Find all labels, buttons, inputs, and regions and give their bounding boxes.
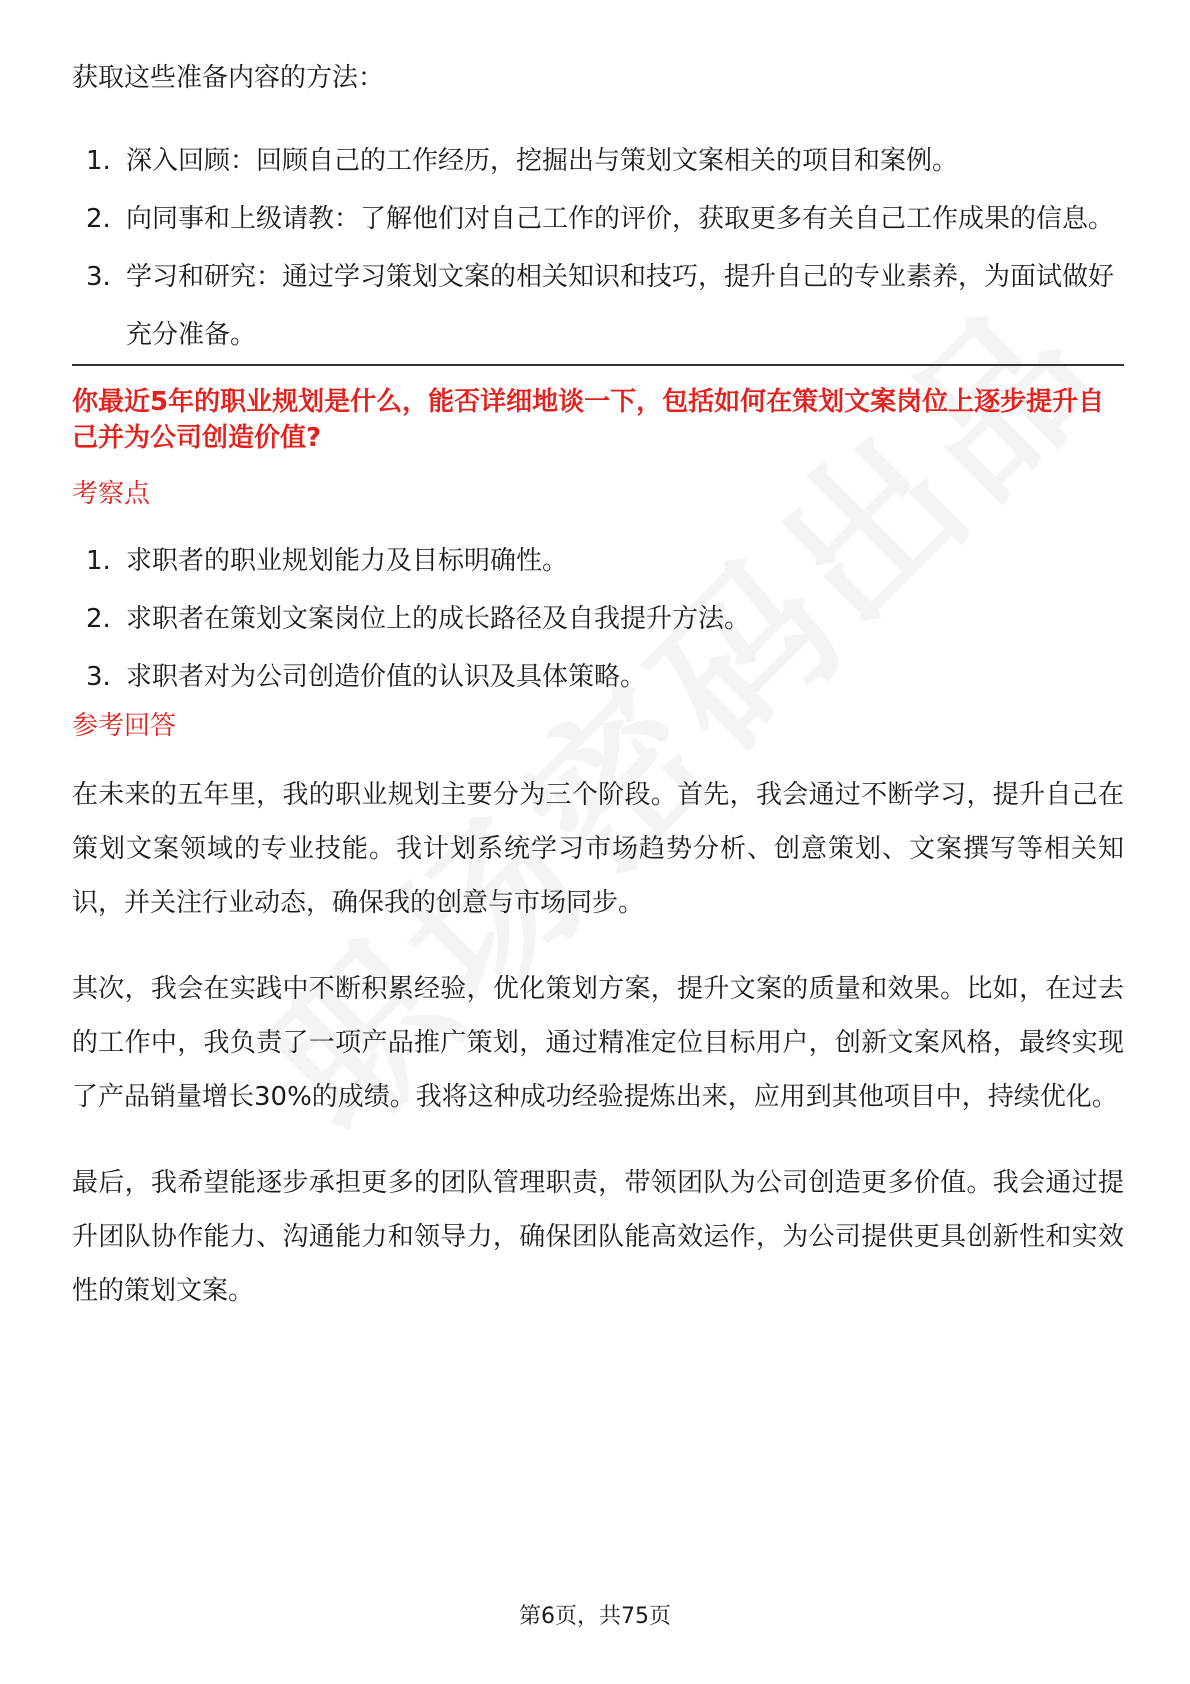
interview-question: 你最近5年的职业规划是什么，能否详细地谈一下，包括如何在策划文案岗位上逐步提升自己并为公司创造价值? — [72, 387, 1105, 453]
list-item-text: 求职者对为公司创造价值的认识及具体策略。 — [126, 662, 647, 692]
section-divider — [72, 364, 1124, 366]
reference-answer-heading: 参考回答 — [72, 711, 177, 741]
list-item-number: 1. — [86, 546, 111, 576]
exam-points-list — [72, 532, 1124, 706]
intro-text: 获取这些准备内容的方法： — [72, 63, 385, 93]
list-item-text: 深入回顾：回顾自己的工作经历，挖掘出与策划文案相关的项目和案例。 — [126, 146, 959, 176]
methods-list — [72, 132, 1124, 364]
list-item — [72, 248, 1124, 364]
list-item — [72, 648, 1124, 706]
exam-points-heading: 考察点 — [72, 479, 151, 509]
list-item-text: 向同事和上级请教：了解他们对自己工作的评价，获取更多有关自己工作成果的信息。 — [126, 204, 1115, 234]
page-content — [72, 58, 1124, 1350]
list-item — [72, 590, 1124, 648]
list-item-number: 2. — [86, 604, 111, 634]
answer-paragraph: 在未来的五年里，我的职业规划主要分为三个阶段。首先，我会通过不断学习，提升自己在策划文案领域的专业技能。我计划系统学习市场趋势分析、创意策划、文案撰写等相关知识，并关注行业动态，确保我的创意与市场同步。 — [72, 780, 1124, 918]
list-item — [72, 132, 1124, 190]
list-item-number: 1. — [86, 146, 111, 176]
answer-paragraph: 最后，我希望能逐步承担更多的团队管理职责，带领团队为公司创造更多价值。我会通过提升团队协作能力、沟通能力和领导力，确保团队能高效运作，为公司提供更具创新性和实效性的策划文案。 — [72, 1168, 1124, 1306]
list-item — [72, 532, 1124, 590]
list-item-text: 求职者在策划文案岗位上的成长路径及自我提升方法。 — [126, 604, 751, 634]
list-item-number: 3. — [86, 662, 111, 692]
answer-paragraph: 其次，我会在实践中不断积累经验，优化策划方案，提升文案的质量和效果。比如，在过去的工作中，我负责了一项产品推广策划，通过精准定位目标用户，创新文案风格，最终实现了产品销量增长30%的成绩。我将这种成功经验提炼出来，应用到其他项目中，持续优化。 — [72, 974, 1124, 1112]
list-item-number: 2. — [86, 204, 111, 234]
page-footer: 第6页，共75页 — [519, 1604, 671, 1629]
list-item-number: 3. — [86, 262, 111, 292]
list-item-text: 求职者的职业规划能力及目标明确性。 — [126, 546, 569, 576]
list-item — [72, 190, 1124, 248]
list-item-text: 学习和研究：通过学习策划文案的相关知识和技巧，提升自己的专业素养，为面试做好充分准备。 — [126, 262, 1115, 350]
